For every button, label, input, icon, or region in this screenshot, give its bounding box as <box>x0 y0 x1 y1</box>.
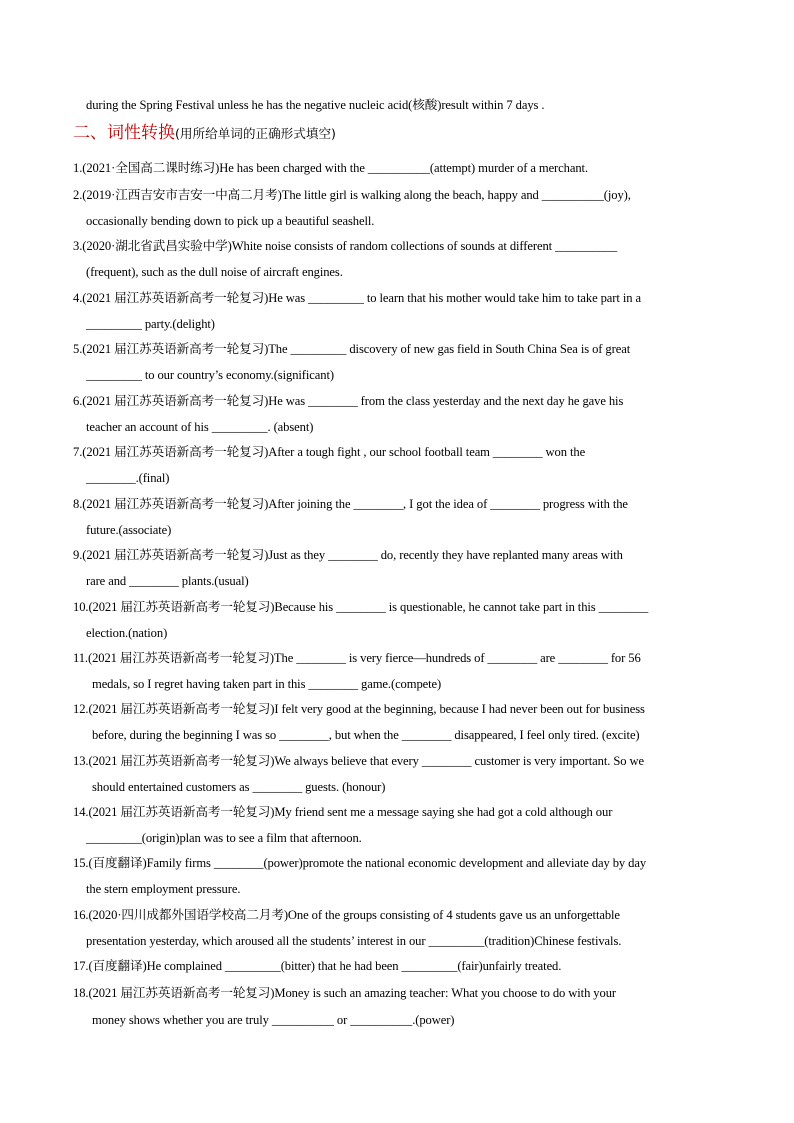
question-12-line-1: 12.(2021 届江苏英语新高考一轮复习)I felt very good at the beginning, because I had never been out for business <box>73 702 645 716</box>
question-11-line-2: medals, so I regret having taken part in this ________ game.(compete) <box>92 677 442 691</box>
question-9-line-1: 9.(2021 届江苏英语新高考一轮复习)Just as they ________ do, recently they have replanted many areas with <box>73 548 623 562</box>
question-8-line-2: future.(associate) <box>86 523 172 537</box>
section-note: (用所给单词的正确形式填空) <box>175 126 336 141</box>
question-16-line-2: presentation yesterday, which aroused all the students’ interest in our _________(tradition)Chinese festivals. <box>86 934 622 948</box>
question-6-line-2: teacher an account of his _________. (absent) <box>86 420 314 434</box>
question-1-line-1: 1.(2021·全国高二课时练习)He has been charged with the __________(attempt) murder of a merchant. <box>73 161 588 175</box>
question-14-line-2: _________(origin)plan was to see a film that afternoon. <box>86 831 362 845</box>
question-13-line-1: 13.(2021 届江苏英语新高考一轮复习)We always believe that every ________ customer is very important. So we <box>73 754 644 768</box>
question-7-line-2: ________.(final) <box>86 471 170 485</box>
question-15-line-1: 15.(百度翻译)Family firms ________(power)promote the national economic development and alleviate day by day <box>73 856 647 870</box>
question-5-line-2: _________ to our country’s economy.(significant) <box>86 368 334 382</box>
question-9-line-2: rare and ________ plants.(usual) <box>86 574 249 588</box>
question-14-line-1: 14.(2021 届江苏英语新高考一轮复习)My friend sent me a message saying she had got a cold although our <box>73 805 613 819</box>
section-title: 二、词性转换 <box>73 123 175 143</box>
question-2-line-1: 2.(2019·江西吉安市吉安一中高二月考)The little girl is walking along the beach, happy and __________(joy), <box>73 188 631 202</box>
question-18-line-1: 18.(2021 届江苏英语新高考一轮复习)Money is such an amazing teacher: What you choose to do with your <box>73 986 616 1000</box>
question-4-line-2: _________ party.(delight) <box>86 317 215 331</box>
question-6-line-1: 6.(2021 届江苏英语新高考一轮复习)He was ________ from the class yesterday and the next day he gave his <box>73 394 624 408</box>
question-10-line-1: 10.(2021 届江苏英语新高考一轮复习)Because his ________ is questionable, he cannot take part in this ________ <box>73 600 649 614</box>
question-4-line-1: 4.(2021 届江苏英语新高考一轮复习)He was _________ to learn that his mother would take him to take part in a <box>73 291 641 305</box>
question-2-line-2: occasionally bending down to pick up a beautiful seashell. <box>86 214 375 228</box>
question-8-line-1: 8.(2021 届江苏英语新高考一轮复习)After joining the ________, I got the idea of ________ progress with the <box>73 497 628 511</box>
question-5-line-1: 5.(2021 届江苏英语新高考一轮复习)The _________ discovery of new gas field in South China Sea is of great <box>73 342 631 356</box>
question-12-line-2: before, during the beginning I was so ________, but when the ________ disappeared, I feel only tired. (excite) <box>92 728 640 742</box>
question-3-line-1: 3.(2020·湖北省武昌实验中学)White noise consists of random collections of sounds at different __________ <box>73 239 618 253</box>
section-heading <box>73 124 336 143</box>
intro-line: during the Spring Festival unless he has the negative nucleic acid(核酸)result within 7 days . <box>86 98 545 112</box>
question-16-line-1: 16.(2020·四川成都外国语学校高二月考)One of the groups consisting of 4 students gave us an unforgettable <box>73 908 620 922</box>
question-13-line-2: should entertained customers as ________ guests. (honour) <box>92 780 386 794</box>
question-11-line-1: 11.(2021 届江苏英语新高考一轮复习)The ________ is very fierce—hundreds of ________ are ________ for 56 <box>73 651 641 665</box>
question-3-line-2: (frequent), such as the dull noise of aircraft engines. <box>86 265 343 279</box>
question-15-line-2: the stern employment pressure. <box>86 882 241 896</box>
question-7-line-1: 7.(2021 届江苏英语新高考一轮复习)After a tough fight , our school football team ________ won the <box>73 445 586 459</box>
question-18-line-2: money shows whether you are truly __________ or __________.(power) <box>92 1013 455 1027</box>
question-10-line-2: election.(nation) <box>86 626 168 640</box>
question-17-line-1: 17.(百度翻译)He complained _________(bitter) that he had been _________(fair)unfairly treated. <box>73 959 562 973</box>
